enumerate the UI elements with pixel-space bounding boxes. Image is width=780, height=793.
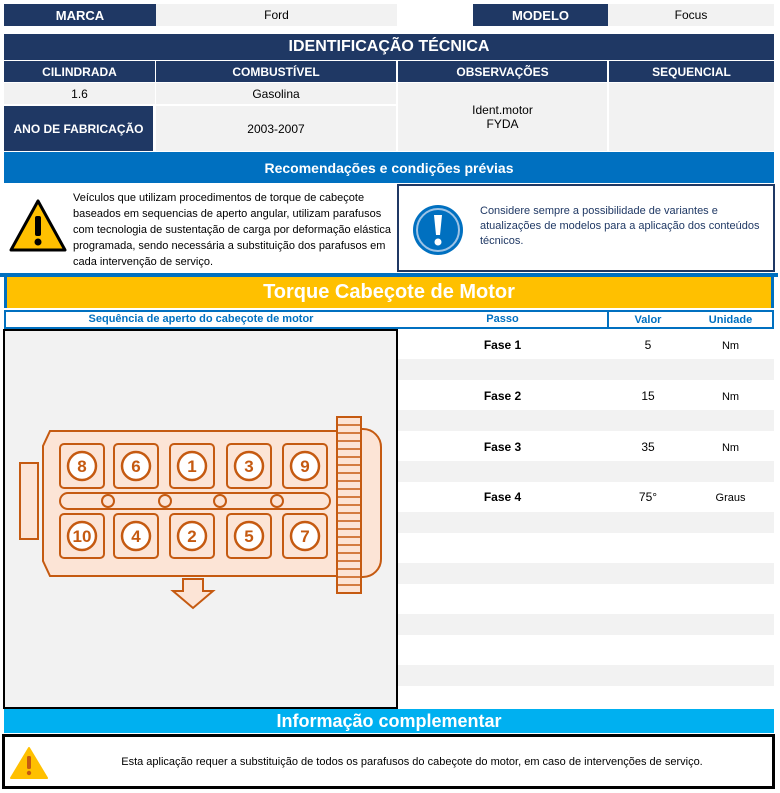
col-combustivel: COMBUSTÍVEL <box>156 61 396 82</box>
cylinder-head-diagram <box>15 411 390 611</box>
bolt-label: 5 <box>244 527 254 546</box>
step-value: 35 <box>641 440 655 454</box>
info-exclamation-icon <box>411 203 465 257</box>
bolt-label: 3 <box>244 457 254 476</box>
step-value: 5 <box>644 338 652 352</box>
col-cilindrada: CILINDRADA <box>4 61 155 82</box>
bolt-label: 4 <box>131 527 141 546</box>
warning-box <box>4 184 397 272</box>
marca-label: MARCA <box>4 4 156 26</box>
cilindrada-value: 1.6 <box>4 83 155 104</box>
ident-title: IDENTIFICAÇÃO TÉCNICA <box>4 34 774 60</box>
ano-label: ANO DE FABRICAÇÃO <box>4 106 153 151</box>
complement-title: Informação complementar <box>4 709 774 733</box>
col-unit: Unidade <box>708 314 753 326</box>
observacoes-value <box>398 83 607 151</box>
direction-arrow-icon <box>173 579 213 608</box>
bolt-label: 9 <box>300 457 310 476</box>
col-value: Valor <box>634 314 662 326</box>
bolt-label: 10 <box>72 527 92 546</box>
col-sequencial: SEQUENCIAL <box>609 61 774 82</box>
col-observacoes: OBSERVAÇÕES <box>398 61 607 82</box>
marca-value: Ford <box>156 4 397 26</box>
step-value: 75° <box>638 490 658 504</box>
step-unit: Nm <box>721 391 740 403</box>
gear-teeth <box>337 425 361 585</box>
step-label: Fase 1 <box>483 338 522 352</box>
sequencial-value <box>609 83 774 151</box>
info-box <box>397 184 775 272</box>
combustivel-value: Gasolina <box>156 83 396 104</box>
warning-icon <box>8 198 68 254</box>
recommendations-title: Recomendações e condições prévias <box>4 152 774 183</box>
warning-icon <box>9 746 49 780</box>
torque-title: Torque Cabeçote de Motor <box>4 277 774 308</box>
step-label: Fase 4 <box>483 490 522 504</box>
step-unit: Nm <box>721 340 740 352</box>
step-unit: Nm <box>721 442 740 454</box>
bolt-label: 6 <box>131 457 141 476</box>
modelo-label: MODELO <box>473 4 608 26</box>
info-text: Considere sempre a possibilidade de variantes e atualizações de modelos para a aplicação dos conteúdos técnicos. <box>480 205 760 247</box>
bolt-label: 1 <box>187 457 197 476</box>
bolt-label: 8 <box>77 457 87 476</box>
sequence-diagram-panel <box>3 329 398 709</box>
complement-text: Esta aplicação requer a substituição de todos os parafusos do cabeçote do motor, em caso de intervenções de serviço. <box>121 755 703 768</box>
col-sequence: Sequência de aperto do cabeçote de motor <box>88 313 314 325</box>
observacoes-line2: FYDA <box>486 117 519 131</box>
ano-value: 2003-2007 <box>156 106 396 151</box>
complement-box <box>2 734 775 789</box>
left-cover <box>20 463 38 539</box>
step-label: Fase 2 <box>483 389 522 403</box>
step-label: Fase 3 <box>483 440 522 454</box>
step-unit: Graus <box>715 492 746 504</box>
bolt-label: 2 <box>187 527 197 546</box>
warning-text: Veículos que utilizam procedimentos de torque de cabeçote baseados em sequencias de aperto angular, utilizam parafusos com tecnologia de sustentação de carga por deformação elástica programada, sendo necessária a substituição dos parafusos em cada intervenção de serviço. <box>73 192 391 268</box>
camshaft <box>60 493 330 509</box>
col-step: Passo <box>486 313 519 325</box>
observacoes-line1: Ident.motor <box>472 103 533 117</box>
bolt-label: 7 <box>300 527 310 546</box>
modelo-value: Focus <box>608 4 774 26</box>
step-value: 15 <box>641 389 655 403</box>
